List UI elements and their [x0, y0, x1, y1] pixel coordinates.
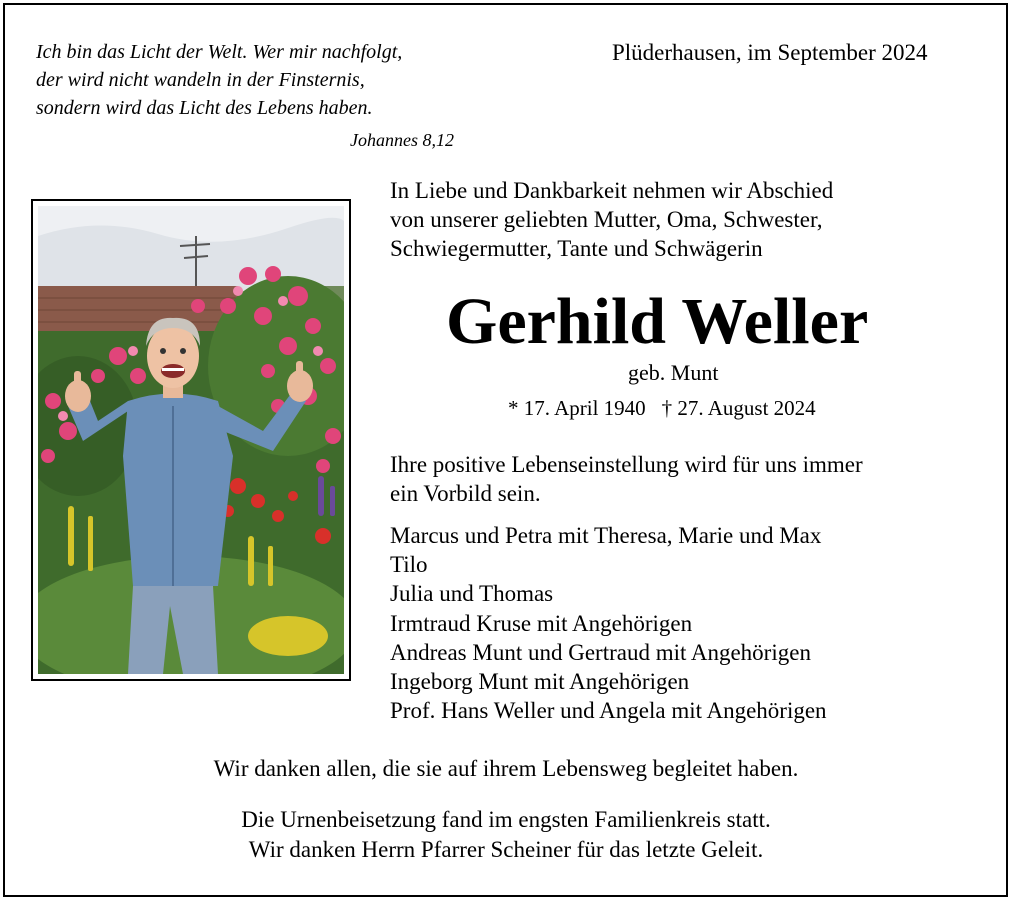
mourner-entry: Marcus und Petra mit Theresa, Marie und Max	[390, 523, 822, 548]
intro-line: Schwiegermutter, Tante und Schwägerin	[390, 236, 763, 261]
verse-line: sondern wird das Licht des Lebens haben.	[36, 97, 373, 119]
closing-line: Wir danken Herrn Pfarrer Scheiner für das letzte Geleit.	[248, 837, 764, 862]
portrait-illustration	[38, 206, 344, 674]
verse-line: Ich bin das Licht der Welt. Wer mir nachfolgt,	[36, 41, 403, 63]
life-dates	[508, 396, 816, 421]
birth-name: geb. Munt	[628, 360, 719, 385]
intro-line: von unserer geliebten Mutter, Oma, Schwester,	[390, 207, 823, 232]
birth-date: * 17. April 1940	[508, 396, 646, 420]
farewell-intro	[390, 176, 833, 263]
quote-line: Ihre positive Lebenseinstellung wird für uns immer	[390, 452, 863, 477]
mourner-entry: Andreas Munt und Gertraud mit Angehörigen	[390, 639, 811, 665]
verse-reference: Johannes 8,12	[350, 130, 454, 150]
deceased-name: Gerhild Weller	[446, 285, 869, 358]
mourner-entry: Ingeborg Munt mit Angehörigen	[390, 669, 690, 695]
thanks-line: Wir danken allen, die sie auf ihrem Lebensweg begleitet haben.	[213, 756, 799, 781]
bible-verse	[36, 38, 454, 150]
place-date: Plüderhausen, im September 2024	[612, 40, 928, 65]
mourner-entry: Tilo	[390, 552, 428, 578]
mourner-entry: Julia und Thomas	[390, 581, 554, 607]
mourner-entry: Prof. Hans Weller und Angela mit Angehörigen	[390, 698, 827, 724]
intro-line: In Liebe und Dankbarkeit nehmen wir Abschied	[390, 178, 834, 203]
mourner-entry: Irmtraud Kruse mit Angehörigen	[390, 610, 693, 636]
closing-text	[0, 805, 1012, 865]
closing-line: Die Urnenbeisetzung fand im engsten Familienkreis statt.	[241, 807, 771, 832]
death-date: † 27. August 2024	[661, 396, 816, 420]
tribute-quote	[390, 450, 863, 508]
mourners-list	[390, 521, 827, 725]
portrait-photo	[31, 199, 351, 681]
verse-line: der wird nicht wandeln in der Finsternis,	[36, 69, 365, 91]
quote-line: ein Vorbild sein.	[390, 481, 541, 506]
